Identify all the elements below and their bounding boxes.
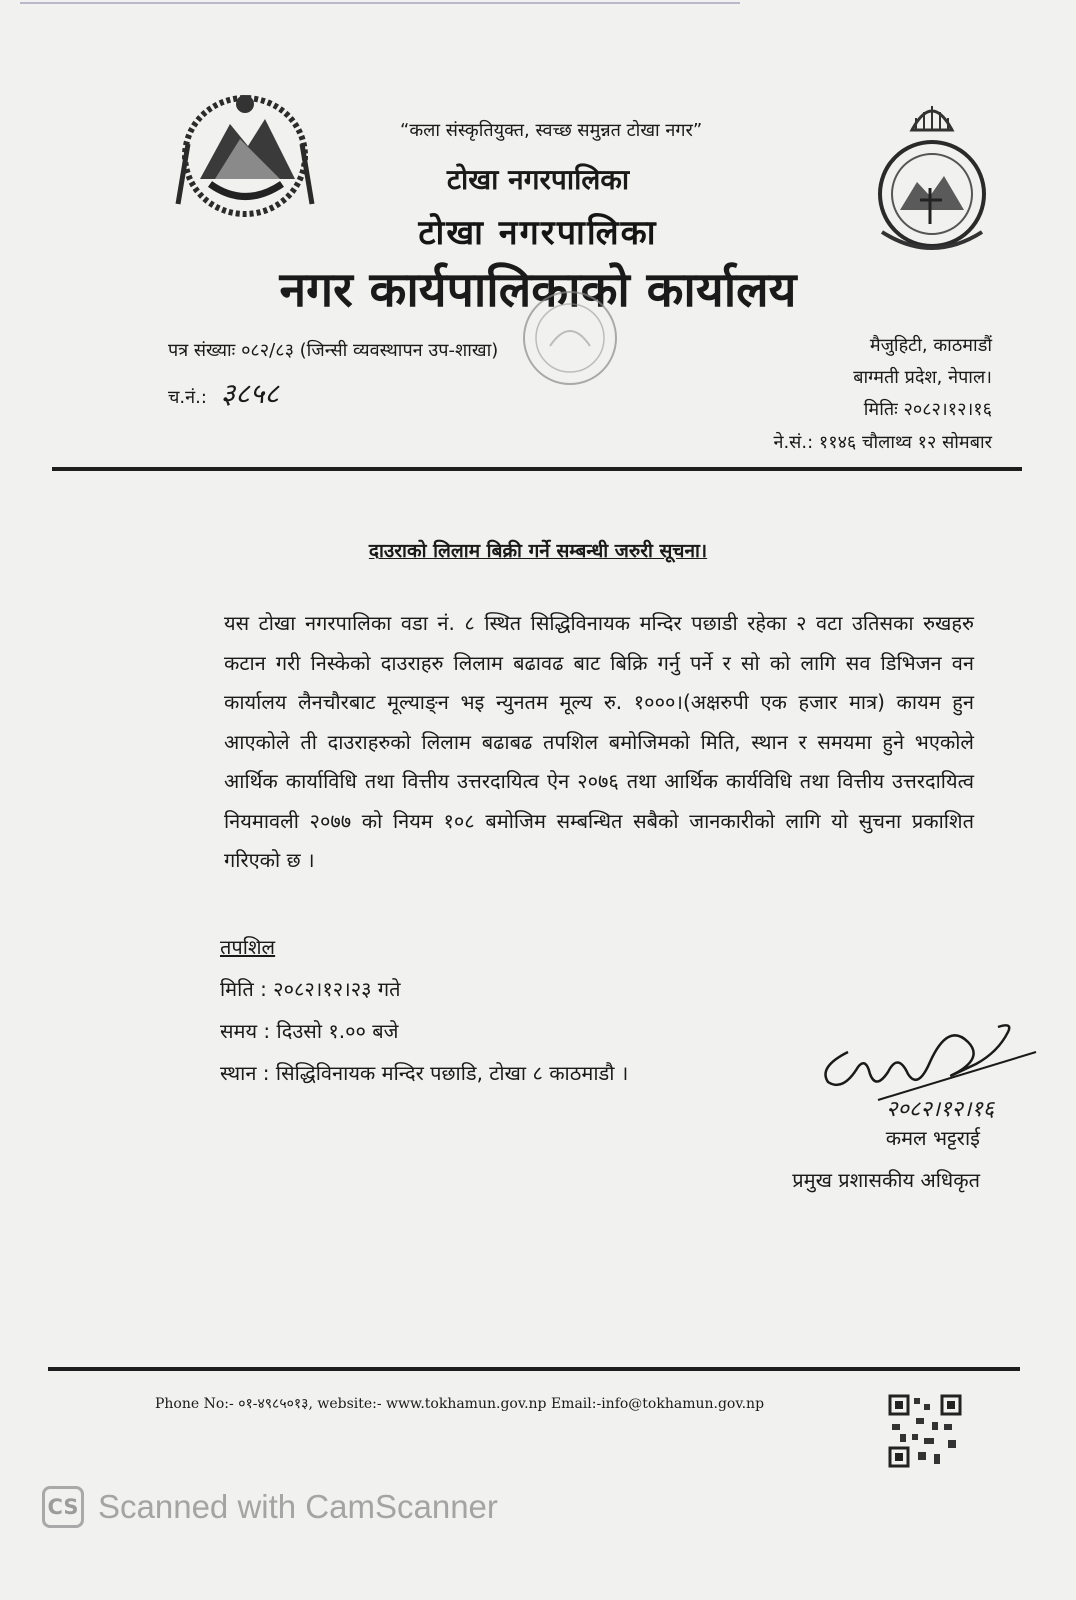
scan-edge-line	[20, 2, 740, 4]
office-address	[853, 330, 992, 426]
nepal-sambat-date: ने.सं.: ११४६ चौलाथ्व १२ सोमबार	[773, 432, 992, 453]
footer-divider	[48, 1367, 1020, 1371]
notice-subject: दाउराको लिलाम बिक्री गर्ने सम्बन्धी जरुरी सूचना।	[368, 540, 708, 562]
municipality-name: टोखा नगरपालिका	[446, 163, 630, 196]
camscanner-watermark	[42, 1486, 498, 1528]
qr-code-icon	[888, 1394, 962, 1468]
address-line-2: बाग्मती प्रदेश, नेपाल।	[853, 367, 992, 388]
letter-number-value: ०८२/८३ (जिन्सी व्यवस्थापन उप-शाखा)	[241, 340, 499, 361]
signature-date: २०८२।१२।१६	[886, 1097, 995, 1122]
office-seal-stamp-icon	[492, 286, 642, 396]
nepal-emblem-icon	[170, 84, 320, 224]
schedule-section	[220, 926, 628, 1094]
signer-name: कमल भट्टराई	[885, 1126, 980, 1150]
schedule-date: मिति : २०८२।१२।२३ गते	[220, 977, 401, 1001]
schedule-place: स्थान : सिद्धिविनायक मन्दिर पछाडि, टोखा ८ काठमाडौ ।	[220, 1061, 629, 1085]
municipality-name-handwritten: टोखा नगरपालिका	[418, 213, 658, 253]
notice-body: यस टोखा नगरपालिका वडा नं. ८ स्थित सिद्धिविनायक मन्दिर पछाडी रहेका २ वटा उतिसका रुखहरु कटान गरी निस्केको दाउराहरु लिलाम बढावढ बाट बिक्रि गर्नु पर्ने र सो को लागि सव डिभिजन वन कार्यालय लैनचौरबाट मूल्याङ्न भइ न्युनतम मूल्य रु. १०००।(अक्षरुपी एक हजार मात्र) कायम हुन आएकोले ती दाउराहरुको लिलाम बढाबढ तपशिल बमोजिमको मिति, स्थान र समयमा हुने भएकोले आर्थिक कार्याविधि तथा वित्तीय उत्तरदायित्व ऐन २०७६ तथा आर्थिक कार्यविधि तथा वित्तीय उत्तरदायित्व नियमावली २०७७ को नियम १०८ बमोजिम सम्बन्धित सबैको जानकारीको लागि यो सुचना प्रकाशित गरिएको छ ।	[224, 611, 974, 872]
letter-number-label: पत्र संख्याः	[168, 340, 236, 361]
dispatch-number-value: ३८५८	[220, 377, 279, 410]
office-title: नगर कार्यपालिकाको कार्यालय	[279, 262, 797, 318]
municipality-slogan: “कला संस्कृतियुक्त, स्वच्छ समुन्नत टोखा नगर”	[400, 120, 703, 141]
letter-number	[168, 338, 498, 362]
address-line-1: मैजुहिटी, काठमाडौं	[869, 335, 992, 356]
letter-date: मितिः २०८२।१२।१६	[863, 399, 992, 420]
signer-designation: प्रमुख प्रशासकीय अधिकृत	[792, 1168, 980, 1192]
header-divider	[52, 467, 1022, 471]
footer-contact: Phone No:- ०१-४९८५०१३, website:- www.tokhamun.gov.np Email:-info@tokhamun.gov.np	[155, 1396, 765, 1412]
schedule-time: समय : दिउसो १.०० बजे	[220, 1019, 399, 1043]
camscanner-logo-icon: CS	[42, 1486, 84, 1528]
signature-icon	[808, 1012, 1040, 1122]
camscanner-text: Scanned with CamScanner	[98, 1488, 498, 1525]
schedule-heading: तपशिल	[220, 935, 276, 959]
dispatch-number-label: च.नं.:	[168, 387, 207, 408]
dispatch-number	[168, 374, 279, 412]
